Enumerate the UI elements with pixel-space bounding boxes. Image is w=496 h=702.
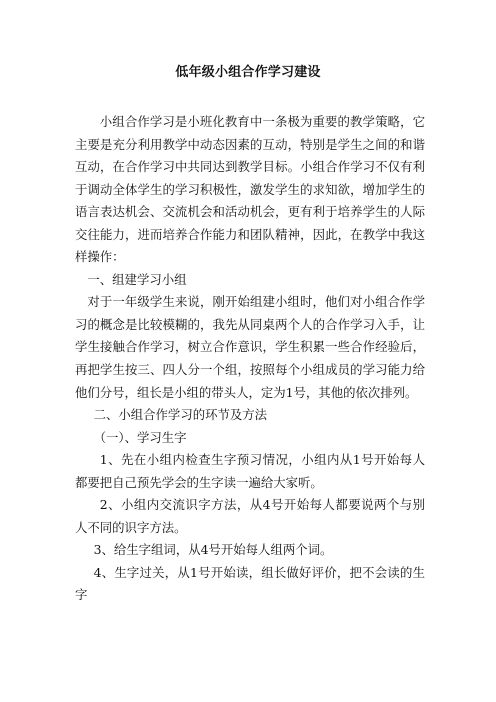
list-item-2: 2、小组内交流识字方法，从4号开始每人都要说两个与别人不同的识字方法。 (75, 497, 425, 535)
paragraph-section-1: 对于一年级学生来说，刚开始组建小组时，他们对小组合作学习的概念是比较模糊的，我先从同桌两个人的合作学习入手，让学生接触合作学习，树立合作意识，学生积累一些合作经验后，再把学生按三、四人分一个组，按照每个小组成员的学习能力给他们分号，组长是小组的带头人，定为1号，其他的依次排列。 (75, 294, 425, 400)
list-item-3: 3、给生字组词，从4号开始每人组两个词。 (93, 542, 333, 558)
section-heading-1: 一、组建学习小组 (87, 271, 187, 287)
subsection-heading-1: （一）、学习生字 (93, 429, 187, 445)
section-heading-2: 二、小组合作学习的环节及方法 (93, 407, 268, 423)
document-title: 低年级小组合作学习建设 (175, 65, 321, 80)
paragraph-intro: 小组合作学习是小班化教育中一条极为重要的教学策略，它主要是充分利用教学中动态因素的互动，特别是学生之间的和谐互动，在合作学习中共同达到教学目标。小组合作学习不仅有利于调动全体学生的学习积极性，激发学生的求知欲，增加学生的语言表达机会、交流机会和活动机会，更有利于培养学生的人际交往能力，进而培养合作能力和团队精神，因此，在教学中我这样操作： (75, 114, 425, 265)
list-item-1: 1、先在小组内检查生字预习情况，小组内从1号开始每人都要把自己预先学会的生字读一遍给大家听。 (75, 452, 425, 490)
document-body (75, 111, 425, 607)
list-item-4: 4、生字过关，从1号开始读，组长做好评价，把不会读的生字 (75, 564, 425, 603)
